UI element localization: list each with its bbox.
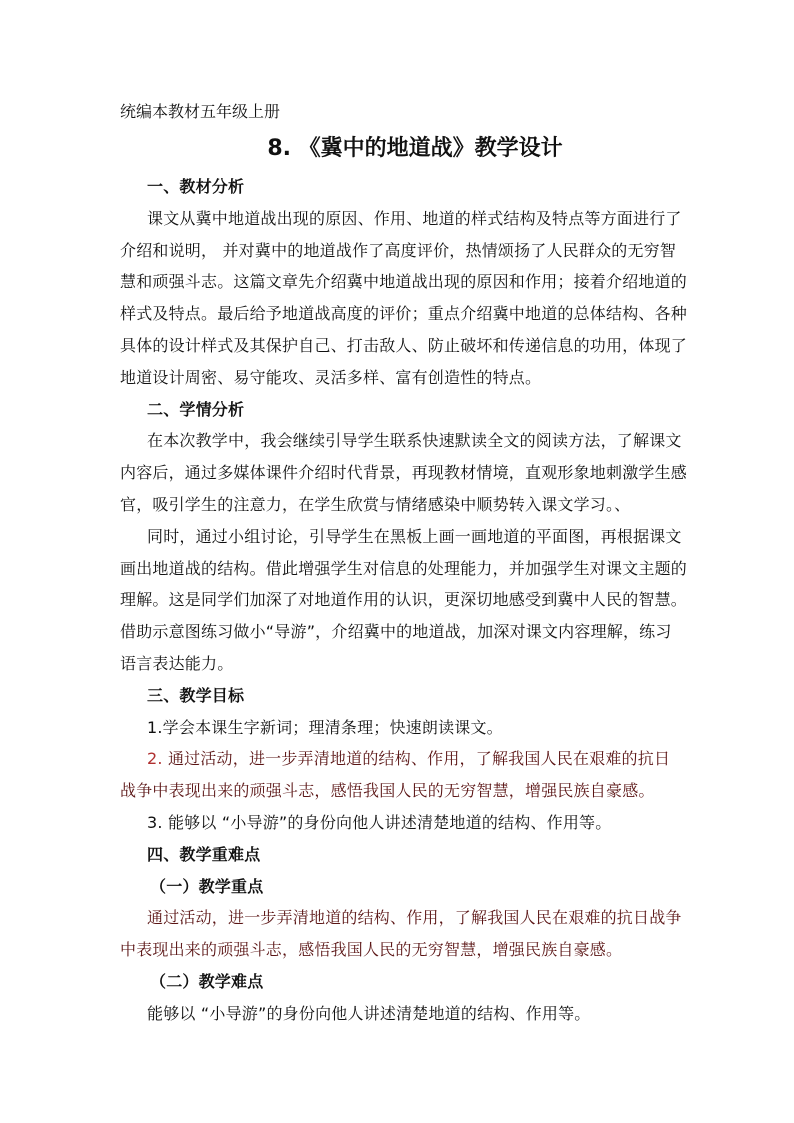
paragraph-line: 语言表达能力。	[120, 653, 234, 673]
section-heading: 三、教学目标	[147, 685, 245, 705]
objective-item: 1.学会本课生字新词；理清条理；快速朗读课文。	[147, 717, 503, 737]
paragraph-line: 通过活动，进一步弄清地道的结构、作用，了解我国人民在艰难的抗日战争	[147, 908, 682, 928]
objective-item	[120, 743, 690, 775]
subsection-heading: （一）教学重点	[150, 876, 264, 896]
paragraph-line: 在本次教学中，我会继续引导学生联系快速默读全文的阅读方法，了解课文	[147, 431, 682, 451]
subsection-heading: （二）教学难点	[150, 971, 264, 991]
page-title: 8. 《冀中的地道战》教学设计	[267, 136, 563, 161]
section-heading: 四、教学重难点	[147, 844, 261, 864]
paragraph-line: 介绍和说明， 并对冀中的地道战作了高度评价，热情颂扬了人民群众的无穷智	[120, 240, 677, 260]
section-heading: 一、教材分析	[147, 177, 245, 196]
document-page	[120, 97, 690, 1030]
item-number: 2.	[147, 749, 168, 769]
paragraph-line: 慧和顽强斗志。这篇文章先介绍冀中地道战出现的原因和作用；接着介绍地道的	[120, 272, 688, 292]
paragraph-line: 能够以 “小导游”的身份向他人讲述清楚地道的结构、作用等。	[147, 1003, 591, 1023]
paragraph-line: 具体的设计样式及其保护自己、打击敌人、防止破坏和传递信息的功用，体现了	[120, 335, 688, 355]
paragraph-line: 同时，通过小组讨论，引导学生在黑板上画一画地道的平面图，再根据课文	[147, 526, 682, 546]
paragraph-line: 课文从冀中地道战出现的原因、作用、地道的样式结构及特点等方面进行了	[147, 208, 682, 228]
objective-item-continued: 战争中表现出来的顽强斗志，感悟我国人民的无穷智慧，增强民族自豪感。	[120, 781, 655, 801]
paragraph-line: 理解。这是同学们加深了对地道作用的认识，更深切地感受到冀中人民的智慧。	[120, 590, 688, 610]
paragraph-line: 中表现出来的顽强斗志，感悟我国人民的无穷智慧，增强民族自豪感。	[120, 940, 623, 960]
paragraph-line: 样式及特点。最后给予地道战高度的评价；重点介绍冀中地道的总体结构、各种	[120, 304, 688, 324]
header-text: 统编本教材五年级上册	[120, 102, 281, 121]
objective-item: 3. 能够以 “小导游”的身份向他人讲述清楚地道的结构、作用等。	[147, 812, 612, 832]
item-text: 通过活动，进一步弄清地道的结构、作用，了解我国人民在艰难的抗日	[167, 749, 671, 769]
paragraph-line: 画出地道战的结构。借此增强学生对信息的处理能力，并加强学生对课文主题的	[120, 558, 688, 578]
section-heading: 二、学情分析	[147, 399, 245, 419]
paragraph-line: 内容后，通过多媒体课件介绍时代背景，再现教材情境，直观形象地刺激学生感	[120, 463, 688, 483]
paragraph-line: 地道设计周密、易守能攻、灵活多样、富有创造性的特点。	[120, 367, 542, 387]
paragraph-line: 官，吸引学生的注意力，在学生欣赏与情绪感染中顺势转入课文学习。、	[120, 494, 631, 514]
paragraph-line: 借助示意图练习做小“导游”，介绍冀中的地道战，加深对课文内容理解，练习	[120, 622, 672, 642]
